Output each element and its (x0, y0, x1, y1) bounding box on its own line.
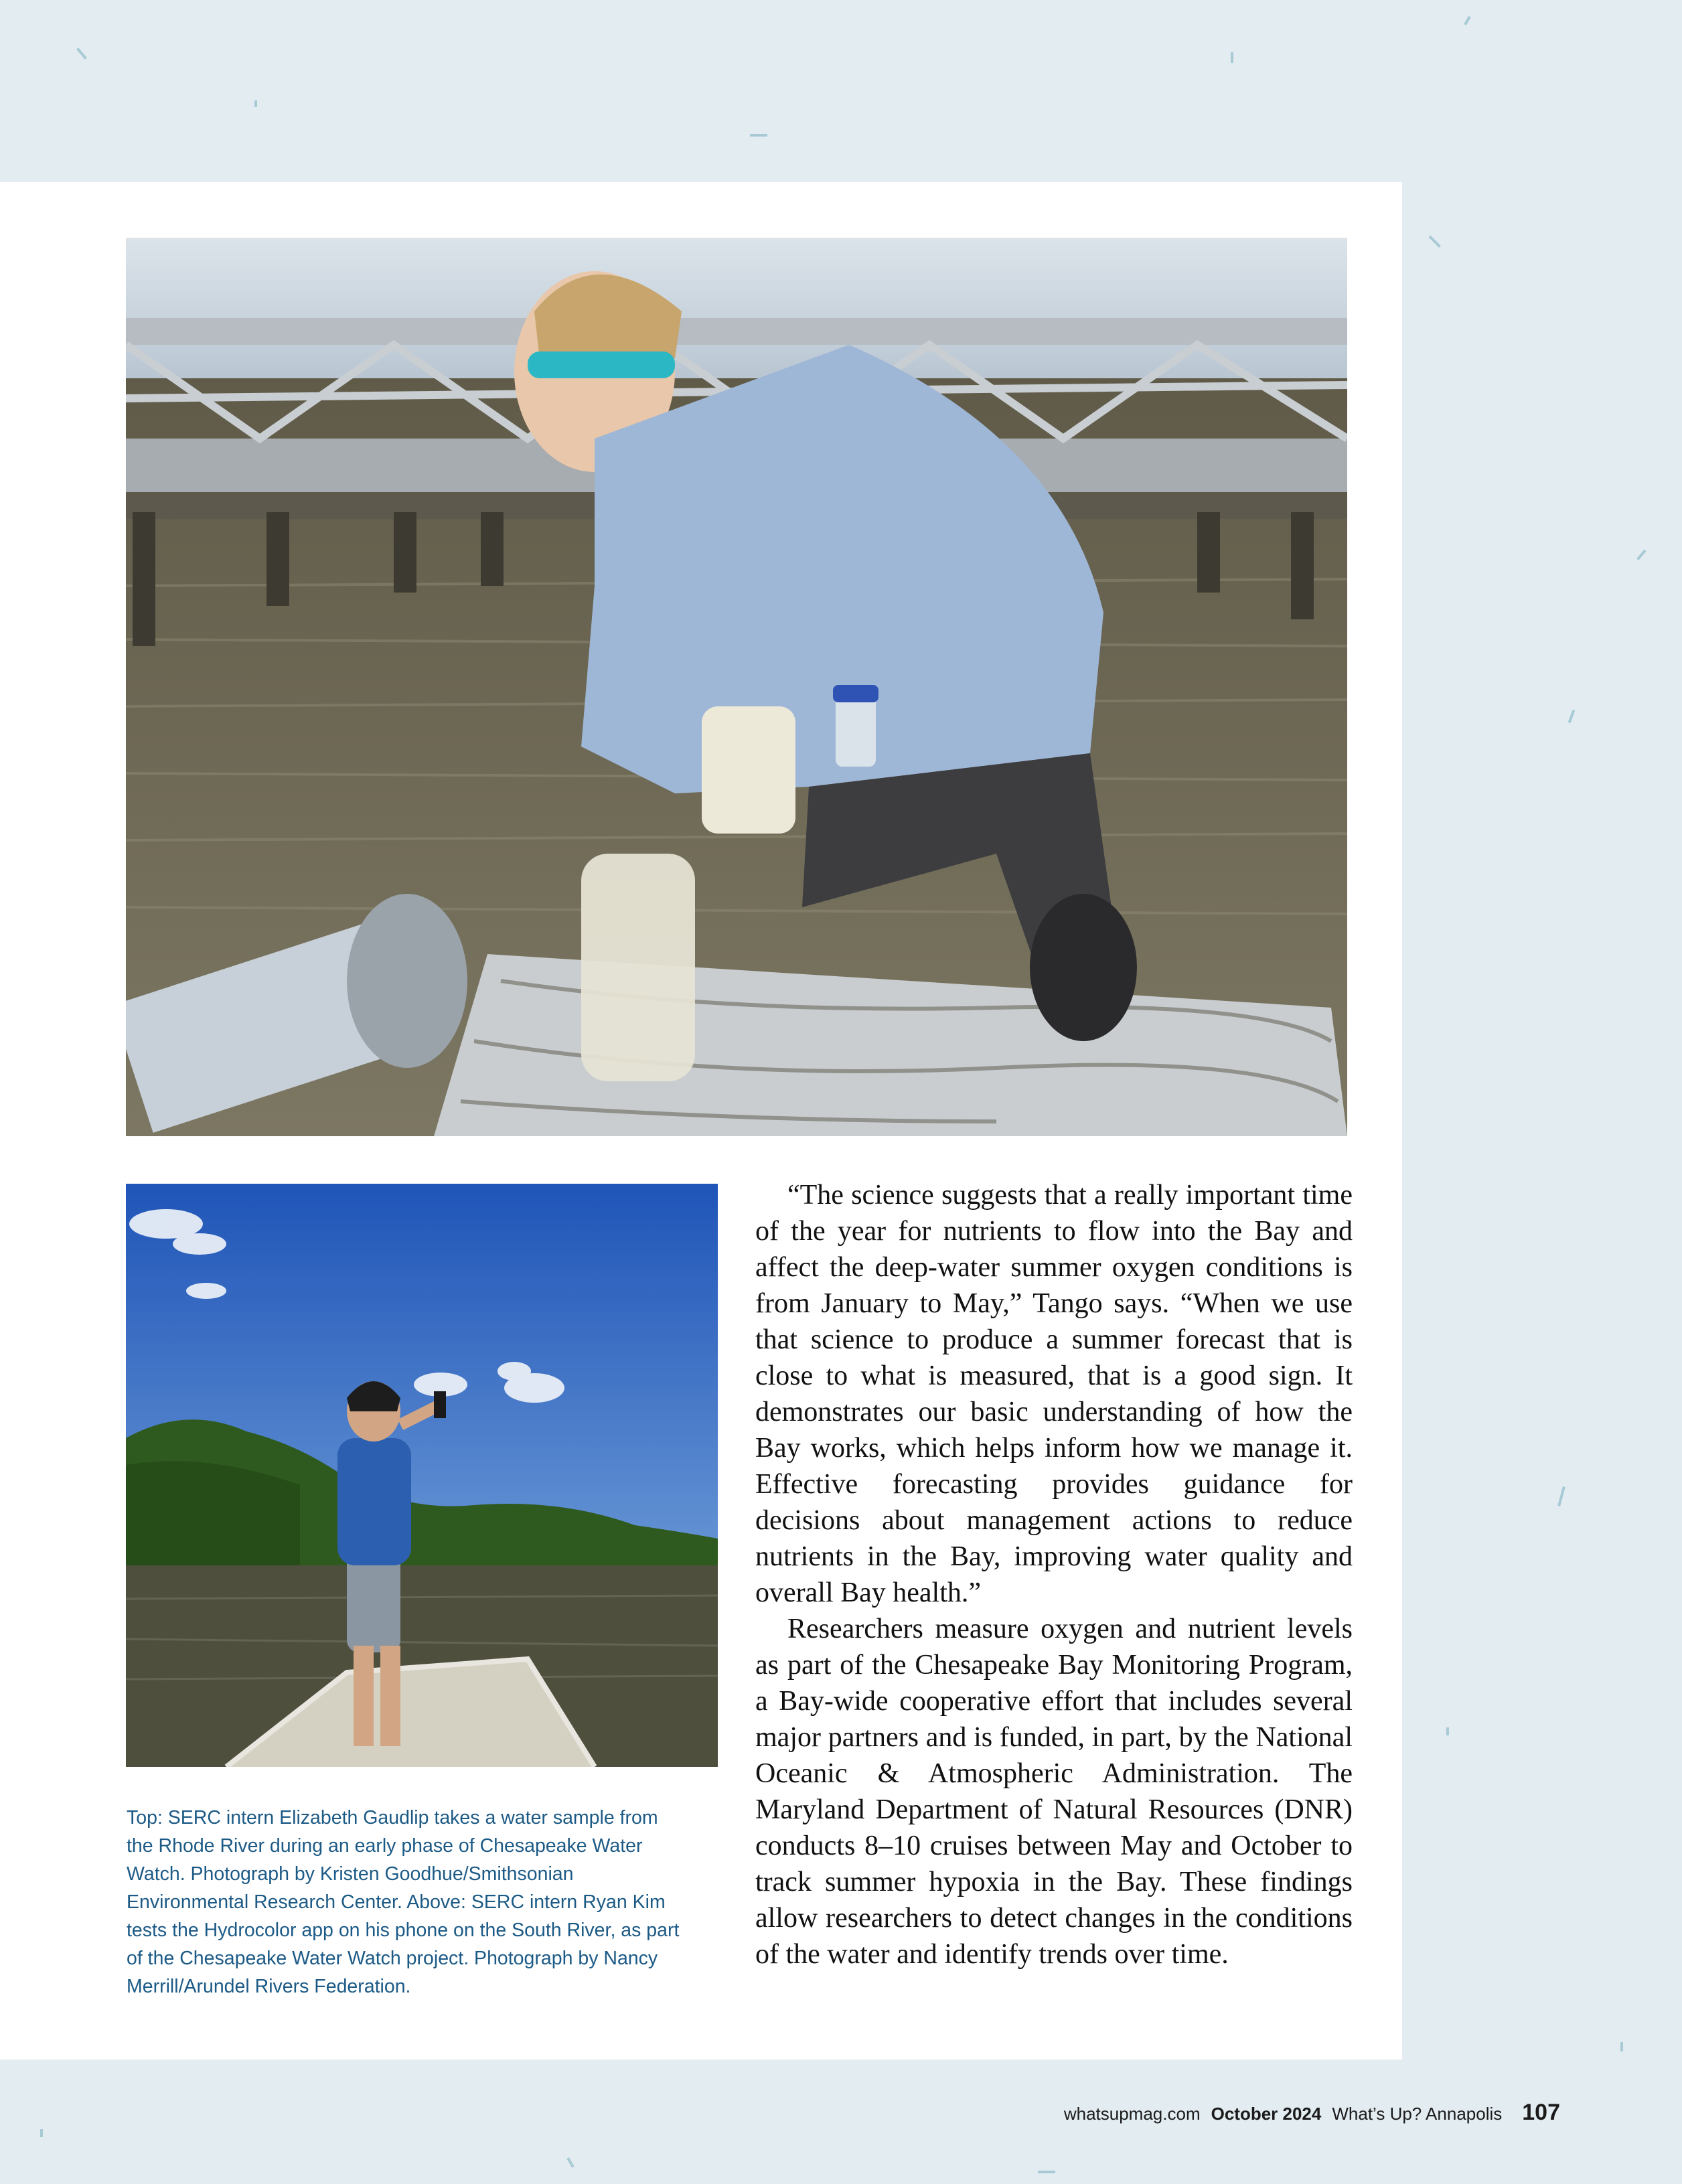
bottom-photo-hydrocolor-app (126, 1184, 718, 1767)
article-paragraph: Researchers measure oxygen and nutrient levels as part of the Chesapeake Bay Monitoring Program, a Bay-wide cooperative effort that includes several major partners and is funded, in part, by the National Oceanic & Atmospheric Administration. The Maryland Department of Natural Resources (DNR) conducts 8–10 cruises between May and October to track summer hypoxia in the Bay. These findings allow researchers to detect changes in the conditions of the water and identify trends over time. (755, 1614, 1353, 1970)
page-footer (1064, 2100, 1560, 2129)
article-paragraph: “The science suggests that a really important time of the year for nutrients to flow into the Bay and affect the deep-water summer oxygen conditions is from January to May,” Tango says. “When we use that science to produce a summer forecast that is close to what is measured, that is a good sign. It demonstrates our basic understanding of how the Bay works, which helps inform how we manage it. Effective forecasting provides guidance for decisions about management actions to reduce nutrients in the Bay, improving water quality and overall Bay health.” (755, 1180, 1353, 1608)
photo-caption: Top: SERC intern Elizabeth Gaudlip takes a water sample from the Rhode River during an early phase of Chesapeake Water Watch. Photograph by Kristen Goodhue/Smithsonian Environmental Research Center. Above: SERC intern Ryan Kim tests the Hydrocolor app on his phone on the South River, as part of the Chesapeake Water Watch project. Photograph by Nancy Merrill/Arundel Rivers Federation. (127, 1807, 680, 1997)
top-photo-water-sample (126, 238, 1347, 1136)
page-number: 107 (1522, 2100, 1560, 2125)
footer-website: whatsupmag.com (1063, 2104, 1201, 2124)
article-body (755, 1177, 1353, 1972)
footer-magazine-name: What’s Up? Annapolis (1332, 2104, 1503, 2124)
footer-issue-date: October 2024 (1211, 2104, 1322, 2124)
